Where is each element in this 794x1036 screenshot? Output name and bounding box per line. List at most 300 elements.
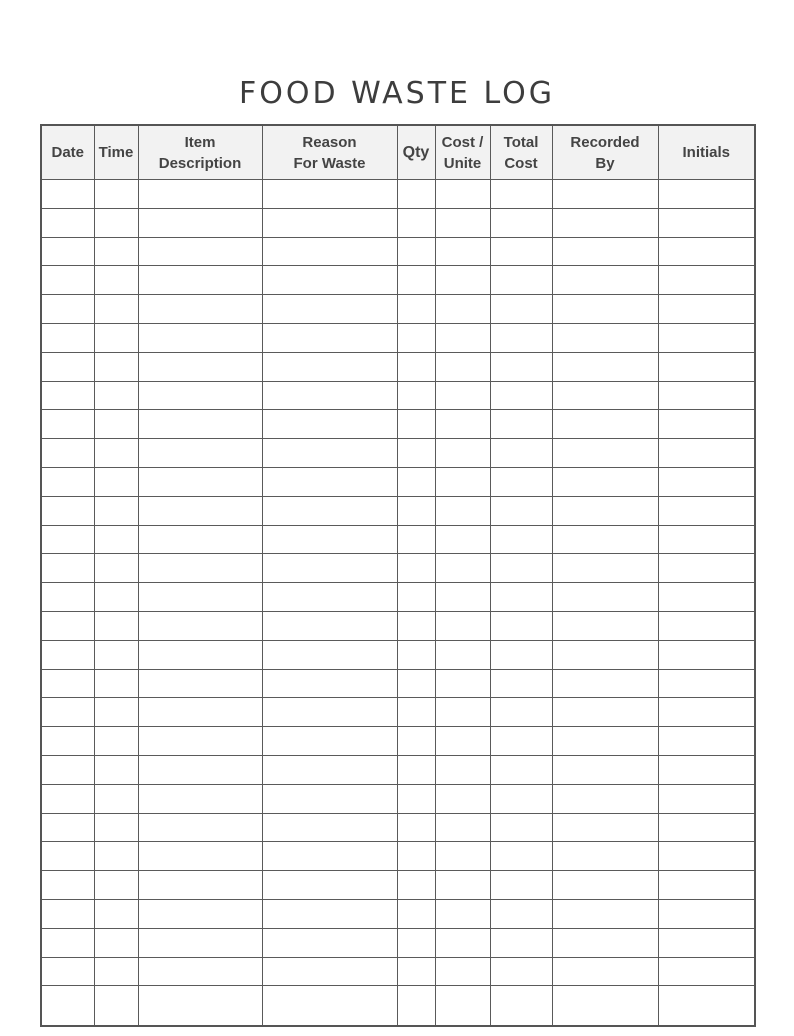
table-row [41, 266, 755, 295]
cell-recorded-by[interactable] [552, 410, 658, 439]
table-row [41, 352, 755, 381]
cell-reason[interactable] [262, 295, 397, 324]
cell-time[interactable] [94, 295, 138, 324]
table-row [41, 496, 755, 525]
cell-reason[interactable] [262, 871, 397, 900]
cell-time[interactable] [94, 957, 138, 986]
cell-recorded-by[interactable] [552, 496, 658, 525]
table-row [41, 755, 755, 784]
cell-item[interactable] [138, 611, 262, 640]
cell-date[interactable] [41, 640, 94, 669]
cell-qty[interactable] [397, 352, 435, 381]
cell-qty[interactable] [397, 381, 435, 410]
cell-total-cost[interactable] [490, 180, 552, 209]
column-header-item-description: Item Description [138, 125, 262, 180]
cell-date[interactable] [41, 467, 94, 496]
cell-recorded-by[interactable] [552, 640, 658, 669]
cell-initials[interactable] [658, 871, 755, 900]
cell-date[interactable] [41, 611, 94, 640]
cell-reason[interactable] [262, 496, 397, 525]
cell-qty[interactable] [397, 208, 435, 237]
cell-item[interactable] [138, 698, 262, 727]
cell-time[interactable] [94, 496, 138, 525]
cell-recorded-by[interactable] [552, 611, 658, 640]
cell-time[interactable] [94, 323, 138, 352]
cell-reason[interactable] [262, 986, 397, 1027]
cell-item[interactable] [138, 784, 262, 813]
cell-item[interactable] [138, 208, 262, 237]
cell-recorded-by[interactable] [552, 813, 658, 842]
cell-qty[interactable] [397, 323, 435, 352]
table-row [41, 813, 755, 842]
cell-qty[interactable] [397, 986, 435, 1027]
cell-cost-unit[interactable] [435, 295, 490, 324]
cell-reason[interactable] [262, 928, 397, 957]
cell-cost-unit[interactable] [435, 496, 490, 525]
cell-reason[interactable] [262, 669, 397, 698]
cell-qty[interactable] [397, 755, 435, 784]
table-row [41, 410, 755, 439]
cell-date[interactable] [41, 266, 94, 295]
cell-initials[interactable] [658, 180, 755, 209]
cell-total-cost[interactable] [490, 410, 552, 439]
cell-reason[interactable] [262, 180, 397, 209]
cell-item[interactable] [138, 496, 262, 525]
cell-qty[interactable] [397, 467, 435, 496]
cell-reason[interactable] [262, 410, 397, 439]
cell-item[interactable] [138, 439, 262, 468]
cell-qty[interactable] [397, 237, 435, 266]
cell-reason[interactable] [262, 842, 397, 871]
cell-time[interactable] [94, 554, 138, 583]
cell-cost-unit[interactable] [435, 439, 490, 468]
cell-qty[interactable] [397, 410, 435, 439]
cell-total-cost[interactable] [490, 525, 552, 554]
cell-recorded-by[interactable] [552, 842, 658, 871]
table-row [41, 295, 755, 324]
cell-item[interactable] [138, 180, 262, 209]
cell-initials[interactable] [658, 784, 755, 813]
cell-qty[interactable] [397, 698, 435, 727]
header-row [41, 125, 755, 180]
table-row [41, 784, 755, 813]
cell-reason[interactable] [262, 755, 397, 784]
cell-reason[interactable] [262, 784, 397, 813]
cell-time[interactable] [94, 266, 138, 295]
table-row [41, 986, 755, 1027]
cell-reason[interactable] [262, 554, 397, 583]
cell-total-cost[interactable] [490, 669, 552, 698]
cell-time[interactable] [94, 583, 138, 612]
cell-date[interactable] [41, 813, 94, 842]
cell-cost-unit[interactable] [435, 554, 490, 583]
cell-recorded-by[interactable] [552, 295, 658, 324]
cell-recorded-by[interactable] [552, 439, 658, 468]
cell-reason[interactable] [262, 439, 397, 468]
cell-cost-unit[interactable] [435, 899, 490, 928]
column-header-initials: Initials [658, 125, 755, 180]
cell-cost-unit[interactable] [435, 381, 490, 410]
cell-recorded-by[interactable] [552, 381, 658, 410]
cell-cost-unit[interactable] [435, 727, 490, 756]
cell-total-cost[interactable] [490, 871, 552, 900]
cell-qty[interactable] [397, 784, 435, 813]
cell-recorded-by[interactable] [552, 323, 658, 352]
table-row [41, 525, 755, 554]
table-row [41, 180, 755, 209]
cell-date[interactable] [41, 439, 94, 468]
table-row [41, 439, 755, 468]
cell-total-cost[interactable] [490, 813, 552, 842]
cell-item[interactable] [138, 640, 262, 669]
cell-item[interactable] [138, 813, 262, 842]
cell-initials[interactable] [658, 842, 755, 871]
cell-cost-unit[interactable] [435, 583, 490, 612]
cell-time[interactable] [94, 237, 138, 266]
cell-reason[interactable] [262, 323, 397, 352]
cell-recorded-by[interactable] [552, 554, 658, 583]
table-row [41, 669, 755, 698]
cell-time[interactable] [94, 928, 138, 957]
cell-cost-unit[interactable] [435, 784, 490, 813]
cell-qty[interactable] [397, 813, 435, 842]
cell-item[interactable] [138, 467, 262, 496]
table-row [41, 323, 755, 352]
log-body [41, 180, 755, 1027]
cell-date[interactable] [41, 295, 94, 324]
cell-date[interactable] [41, 496, 94, 525]
column-header-reason-for-waste: Reason For Waste [262, 125, 397, 180]
cell-time[interactable] [94, 640, 138, 669]
cell-initials[interactable] [658, 611, 755, 640]
cell-recorded-by[interactable] [552, 871, 658, 900]
cell-recorded-by[interactable] [552, 208, 658, 237]
cell-cost-unit[interactable] [435, 323, 490, 352]
cell-qty[interactable] [397, 496, 435, 525]
cell-time[interactable] [94, 871, 138, 900]
cell-recorded-by[interactable] [552, 755, 658, 784]
cell-cost-unit[interactable] [435, 611, 490, 640]
cell-total-cost[interactable] [490, 727, 552, 756]
cell-item[interactable] [138, 554, 262, 583]
cell-cost-unit[interactable] [435, 986, 490, 1027]
cell-time[interactable] [94, 467, 138, 496]
cell-cost-unit[interactable] [435, 871, 490, 900]
cell-total-cost[interactable] [490, 899, 552, 928]
cell-cost-unit[interactable] [435, 410, 490, 439]
cell-date[interactable] [41, 928, 94, 957]
table-row [41, 208, 755, 237]
cell-total-cost[interactable] [490, 323, 552, 352]
cell-recorded-by[interactable] [552, 266, 658, 295]
cell-recorded-by[interactable] [552, 698, 658, 727]
cell-qty[interactable] [397, 180, 435, 209]
cell-total-cost[interactable] [490, 755, 552, 784]
cell-item[interactable] [138, 669, 262, 698]
cell-total-cost[interactable] [490, 208, 552, 237]
cell-item[interactable] [138, 957, 262, 986]
cell-total-cost[interactable] [490, 640, 552, 669]
cell-total-cost[interactable] [490, 266, 552, 295]
cell-date[interactable] [41, 554, 94, 583]
cell-total-cost[interactable] [490, 352, 552, 381]
cell-initials[interactable] [658, 755, 755, 784]
cell-cost-unit[interactable] [435, 813, 490, 842]
cell-cost-unit[interactable] [435, 640, 490, 669]
table-row [41, 928, 755, 957]
cell-reason[interactable] [262, 266, 397, 295]
cell-qty[interactable] [397, 640, 435, 669]
cell-total-cost[interactable] [490, 842, 552, 871]
cell-initials[interactable] [658, 669, 755, 698]
cell-total-cost[interactable] [490, 381, 552, 410]
cell-qty[interactable] [397, 295, 435, 324]
cell-date[interactable] [41, 669, 94, 698]
cell-item[interactable] [138, 295, 262, 324]
cell-cost-unit[interactable] [435, 180, 490, 209]
cell-item[interactable] [138, 842, 262, 871]
cell-time[interactable] [94, 410, 138, 439]
cell-reason[interactable] [262, 899, 397, 928]
cell-date[interactable] [41, 727, 94, 756]
cell-time[interactable] [94, 899, 138, 928]
cell-date[interactable] [41, 381, 94, 410]
cell-date[interactable] [41, 871, 94, 900]
cell-reason[interactable] [262, 525, 397, 554]
cell-qty[interactable] [397, 439, 435, 468]
cell-date[interactable] [41, 410, 94, 439]
cell-reason[interactable] [262, 583, 397, 612]
cell-reason[interactable] [262, 237, 397, 266]
cell-date[interactable] [41, 180, 94, 209]
cell-qty[interactable] [397, 669, 435, 698]
cell-initials[interactable] [658, 237, 755, 266]
cell-item[interactable] [138, 986, 262, 1027]
cell-date[interactable] [41, 755, 94, 784]
cell-recorded-by[interactable] [552, 583, 658, 612]
cell-time[interactable] [94, 842, 138, 871]
cell-reason[interactable] [262, 813, 397, 842]
cell-total-cost[interactable] [490, 496, 552, 525]
cell-item[interactable] [138, 583, 262, 612]
cell-date[interactable] [41, 352, 94, 381]
cell-initials[interactable] [658, 439, 755, 468]
cell-cost-unit[interactable] [435, 208, 490, 237]
cell-recorded-by[interactable] [552, 237, 658, 266]
cell-reason[interactable] [262, 727, 397, 756]
cell-initials[interactable] [658, 208, 755, 237]
cell-cost-unit[interactable] [435, 755, 490, 784]
cell-cost-unit[interactable] [435, 266, 490, 295]
cell-initials[interactable] [658, 323, 755, 352]
cell-recorded-by[interactable] [552, 669, 658, 698]
cell-initials[interactable] [658, 813, 755, 842]
cell-date[interactable] [41, 525, 94, 554]
cell-initials[interactable] [658, 640, 755, 669]
cell-recorded-by[interactable] [552, 352, 658, 381]
cell-cost-unit[interactable] [435, 467, 490, 496]
cell-qty[interactable] [397, 554, 435, 583]
cell-total-cost[interactable] [490, 439, 552, 468]
cell-time[interactable] [94, 986, 138, 1027]
cell-item[interactable] [138, 410, 262, 439]
cell-date[interactable] [41, 208, 94, 237]
cell-item[interactable] [138, 323, 262, 352]
cell-time[interactable] [94, 727, 138, 756]
cell-initials[interactable] [658, 496, 755, 525]
cell-cost-unit[interactable] [435, 237, 490, 266]
cell-item[interactable] [138, 871, 262, 900]
cell-date[interactable] [41, 698, 94, 727]
cell-qty[interactable] [397, 842, 435, 871]
cell-total-cost[interactable] [490, 957, 552, 986]
cell-qty[interactable] [397, 957, 435, 986]
cell-time[interactable] [94, 352, 138, 381]
cell-qty[interactable] [397, 525, 435, 554]
cell-reason[interactable] [262, 611, 397, 640]
page-title: FOOD WASTE LOG [238, 76, 556, 111]
cell-item[interactable] [138, 727, 262, 756]
cell-recorded-by[interactable] [552, 957, 658, 986]
cell-initials[interactable] [658, 295, 755, 324]
cell-cost-unit[interactable] [435, 842, 490, 871]
cell-recorded-by[interactable] [552, 986, 658, 1027]
cell-initials[interactable] [658, 352, 755, 381]
cell-cost-unit[interactable] [435, 698, 490, 727]
cell-date[interactable] [41, 986, 94, 1027]
cell-time[interactable] [94, 669, 138, 698]
table-row [41, 957, 755, 986]
cell-total-cost[interactable] [490, 784, 552, 813]
column-header-total-cost: Total Cost [490, 125, 552, 180]
cell-recorded-by[interactable] [552, 784, 658, 813]
cell-reason[interactable] [262, 640, 397, 669]
cell-qty[interactable] [397, 611, 435, 640]
table-row [41, 583, 755, 612]
cell-item[interactable] [138, 928, 262, 957]
cell-initials[interactable] [658, 554, 755, 583]
column-header-recorded-by: Recorded By [552, 125, 658, 180]
cell-date[interactable] [41, 957, 94, 986]
table-row [41, 467, 755, 496]
cell-initials[interactable] [658, 986, 755, 1027]
cell-initials[interactable] [658, 467, 755, 496]
cell-total-cost[interactable] [490, 237, 552, 266]
table-row [41, 237, 755, 266]
cell-date[interactable] [41, 899, 94, 928]
cell-item[interactable] [138, 381, 262, 410]
column-header-qty: Qty [397, 125, 435, 180]
cell-reason[interactable] [262, 957, 397, 986]
cell-initials[interactable] [658, 928, 755, 957]
column-header-cost-per-unit: Cost / Unite [435, 125, 490, 180]
cell-cost-unit[interactable] [435, 525, 490, 554]
cell-time[interactable] [94, 784, 138, 813]
cell-cost-unit[interactable] [435, 669, 490, 698]
cell-qty[interactable] [397, 928, 435, 957]
cell-total-cost[interactable] [490, 554, 552, 583]
cell-time[interactable] [94, 698, 138, 727]
cell-initials[interactable] [658, 727, 755, 756]
cell-date[interactable] [41, 237, 94, 266]
cell-item[interactable] [138, 352, 262, 381]
cell-reason[interactable] [262, 352, 397, 381]
cell-recorded-by[interactable] [552, 180, 658, 209]
table-row [41, 381, 755, 410]
column-header-date: Date [41, 125, 94, 180]
cell-date[interactable] [41, 842, 94, 871]
cell-recorded-by[interactable] [552, 928, 658, 957]
cell-cost-unit[interactable] [435, 352, 490, 381]
cell-time[interactable] [94, 525, 138, 554]
cell-qty[interactable] [397, 871, 435, 900]
cell-item[interactable] [138, 525, 262, 554]
cell-date[interactable] [41, 323, 94, 352]
cell-qty[interactable] [397, 583, 435, 612]
cell-time[interactable] [94, 208, 138, 237]
table-row [41, 640, 755, 669]
table-row [41, 727, 755, 756]
cell-item[interactable] [138, 237, 262, 266]
table-row [41, 698, 755, 727]
cell-total-cost[interactable] [490, 986, 552, 1027]
cell-initials[interactable] [658, 410, 755, 439]
cell-reason[interactable] [262, 467, 397, 496]
food-waste-log-table [40, 124, 756, 1027]
cell-initials[interactable] [658, 381, 755, 410]
cell-qty[interactable] [397, 899, 435, 928]
cell-item[interactable] [138, 266, 262, 295]
cell-total-cost[interactable] [490, 698, 552, 727]
cell-time[interactable] [94, 611, 138, 640]
cell-qty[interactable] [397, 727, 435, 756]
cell-item[interactable] [138, 755, 262, 784]
cell-initials[interactable] [658, 525, 755, 554]
cell-date[interactable] [41, 583, 94, 612]
cell-initials[interactable] [658, 266, 755, 295]
cell-reason[interactable] [262, 208, 397, 237]
cell-reason[interactable] [262, 698, 397, 727]
cell-total-cost[interactable] [490, 928, 552, 957]
cell-recorded-by[interactable] [552, 467, 658, 496]
cell-recorded-by[interactable] [552, 727, 658, 756]
cell-initials[interactable] [658, 583, 755, 612]
cell-time[interactable] [94, 180, 138, 209]
cell-total-cost[interactable] [490, 583, 552, 612]
cell-time[interactable] [94, 755, 138, 784]
cell-time[interactable] [94, 813, 138, 842]
cell-total-cost[interactable] [490, 611, 552, 640]
cell-qty[interactable] [397, 266, 435, 295]
cell-initials[interactable] [658, 957, 755, 986]
cell-cost-unit[interactable] [435, 928, 490, 957]
cell-initials[interactable] [658, 698, 755, 727]
table-row [41, 842, 755, 871]
cell-initials[interactable] [658, 899, 755, 928]
cell-total-cost[interactable] [490, 295, 552, 324]
cell-time[interactable] [94, 439, 138, 468]
cell-recorded-by[interactable] [552, 525, 658, 554]
cell-time[interactable] [94, 381, 138, 410]
cell-cost-unit[interactable] [435, 957, 490, 986]
cell-recorded-by[interactable] [552, 899, 658, 928]
column-header-time: Time [94, 125, 138, 180]
cell-item[interactable] [138, 899, 262, 928]
cell-date[interactable] [41, 784, 94, 813]
cell-total-cost[interactable] [490, 467, 552, 496]
cell-reason[interactable] [262, 381, 397, 410]
table-row [41, 554, 755, 583]
